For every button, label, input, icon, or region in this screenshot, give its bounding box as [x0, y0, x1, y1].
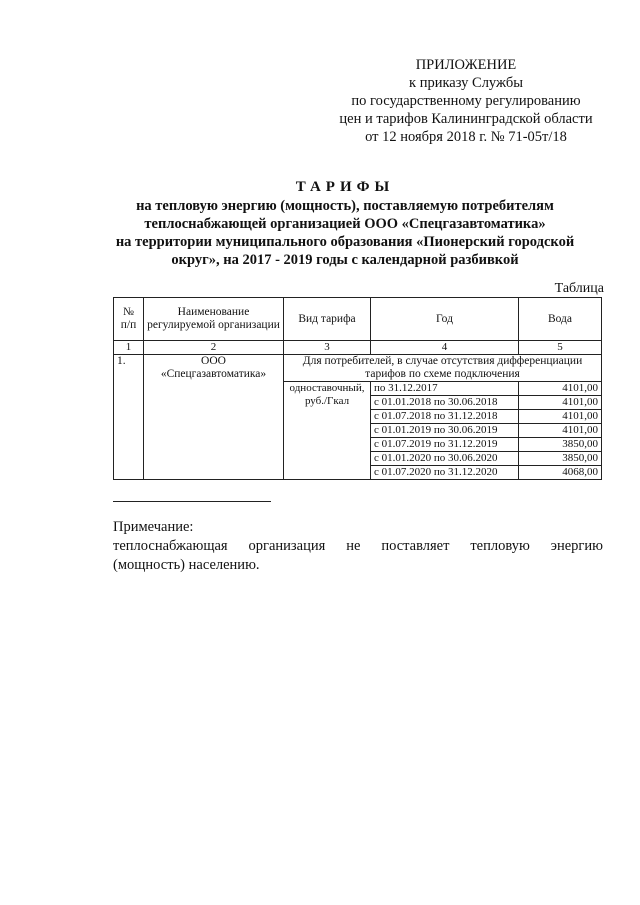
row-number: 1.	[114, 355, 144, 480]
note-word: теплоснабжающая	[113, 538, 228, 554]
org-name-cell	[144, 355, 284, 480]
note-word: энергию	[550, 538, 603, 554]
header-num: № п/п	[114, 298, 144, 341]
appendix-order-date: от 12 ноября 2018 г. № 71-05т/18	[365, 129, 567, 145]
document-title	[80, 178, 610, 269]
org-name-line: «Спецгазавтоматика»	[160, 368, 267, 380]
period-cell: с 01.01.2020 по 30.06.2020	[371, 452, 519, 466]
column-number: 1	[114, 341, 144, 355]
note-word: тепловую	[470, 538, 530, 554]
period-cell: с 01.07.2020 по 31.12.2020	[371, 466, 519, 480]
title-line: на тепловую энергию (мощность), поставляемую потребителям	[136, 198, 554, 214]
value-cell: 4101,00	[519, 396, 602, 410]
tariffs-table	[113, 297, 602, 480]
table-header-row	[114, 298, 602, 341]
column-numbers-row	[114, 341, 602, 355]
table-row	[114, 355, 602, 382]
title-line: округ», на 2017 - 2019 годы с календарной разбивкой	[171, 252, 519, 268]
value-cell: 4101,00	[519, 424, 602, 438]
period-cell: по 31.12.2017	[371, 382, 519, 396]
title-line: теплоснабжающей организацией ООО «Спецгазавтоматика»	[144, 216, 546, 232]
value-cell: 3850,00	[519, 438, 602, 452]
header-water: Вода	[519, 298, 602, 341]
appendix-line: цен и тарифов Калининградской области	[339, 111, 593, 127]
header-year: Год	[371, 298, 519, 341]
header-org: Наименование регулируемой организации	[144, 298, 284, 341]
column-number: 3	[284, 341, 371, 355]
period-cell: с 01.01.2018 по 30.06.2018	[371, 396, 519, 410]
appendix-line: к приказу Службы	[409, 75, 523, 91]
value-cell: 4101,00	[519, 382, 602, 396]
period-cell: с 01.07.2018 по 31.12.2018	[371, 410, 519, 424]
note-label: Примечание:	[113, 519, 194, 535]
title-line: на территории муниципального образования «Пионерский городской	[115, 234, 575, 250]
org-name-line: ООО	[201, 355, 226, 367]
value-cell: 3850,00	[519, 452, 602, 466]
note-word: организация	[248, 538, 326, 554]
note-text	[113, 537, 603, 575]
tariff-type: одноставочный, руб./Гкал	[284, 382, 371, 480]
note-line-1	[113, 537, 603, 556]
table-caption: Таблица	[554, 281, 604, 296]
appendix-title: ПРИЛОЖЕНИЕ	[415, 57, 517, 73]
note-word: не	[346, 538, 361, 554]
header-type: Вид тарифа	[284, 298, 371, 341]
period-cell: с 01.07.2019 по 31.12.2019	[371, 438, 519, 452]
note-word: поставляет	[381, 538, 450, 554]
value-cell: 4068,00	[519, 466, 602, 480]
note-line-2: (мощность) населению.	[113, 557, 260, 573]
period-cell: с 01.01.2019 по 30.06.2019	[371, 424, 519, 438]
value-cell: 4101,00	[519, 410, 602, 424]
title-heading: ТАРИФЫ	[295, 179, 395, 195]
consumers-note: Для потребителей, в случае отсутствия дифференциации тарифов по схеме подключения	[284, 355, 602, 382]
separator-line	[113, 501, 271, 502]
appendix-header	[320, 56, 612, 146]
column-number: 2	[144, 341, 284, 355]
column-number: 4	[371, 341, 519, 355]
column-number: 5	[519, 341, 602, 355]
appendix-line: по государственному регулированию	[351, 93, 581, 109]
